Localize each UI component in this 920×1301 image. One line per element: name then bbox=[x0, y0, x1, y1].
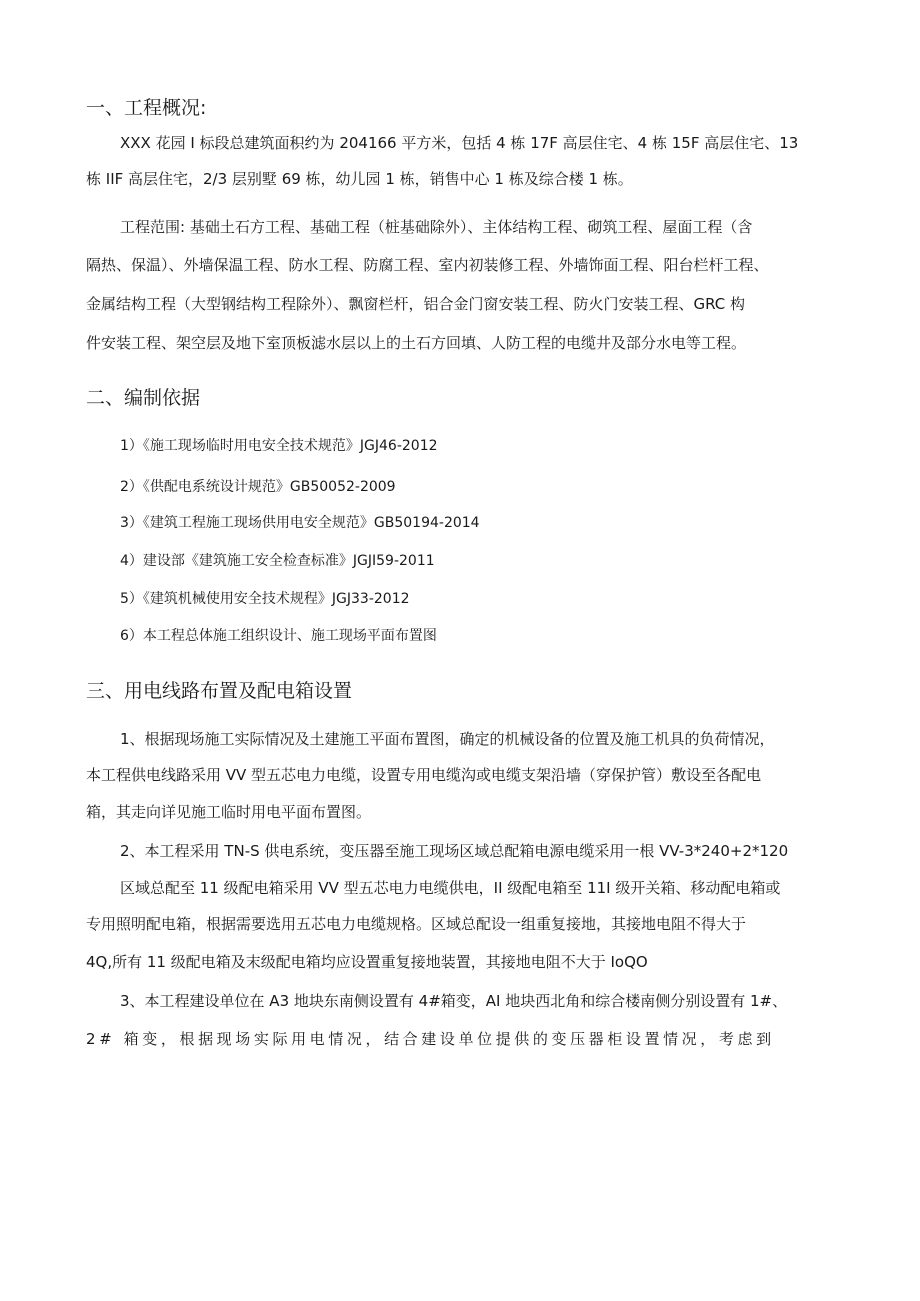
basis-item-1: 1）《施工现场临时用电安全技术规范》JGJ46-2012 bbox=[120, 438, 438, 454]
wiring-p1-line-2: 本工程供电线路采用 VV 型五芯电力电缆，设置专用电缆沟或电缆支架沿墙（穿保护管）敷设至各配电 bbox=[86, 766, 762, 784]
overview-line-1: XXX 花园 I 标段总建筑面积约为 204166 平方米，包括 4 栋 17F 高层住宅、4 栋 15F 高层住宅、13 bbox=[120, 134, 799, 152]
section-heading-wiring: 三、用电线路布置及配电箱设置 bbox=[86, 680, 353, 702]
basis-item-5: 5）《建筑机械使用安全技术规程》JGJ33-2012 bbox=[120, 591, 410, 607]
wiring-p3-line-1: 3、本工程建设单位在 A3 地块东南侧设置有 4#箱变，AI 地块西北角和综合楼南侧分别设置有 1#、 bbox=[120, 992, 788, 1010]
scope-line-1: 工程范围: 基础土石方工程、基础工程（桩基础除外）、主体结构工程、砌筑工程、屋面工程（含 bbox=[120, 218, 753, 236]
wiring-p3-line-2: 2# 箱变，根据现场实际用电情况，结合建设单位提供的变压器柜设置情况，考虑到 bbox=[86, 1030, 775, 1048]
wiring-p2-line-4: 4Q,所有 11 级配电箱及末级配电箱均应设置重复接地装置，其接地电阻不大于 IoQO bbox=[86, 953, 648, 971]
wiring-p2-line-3: 专用照明配电箱，根据需要选用五芯电力电缆规格。区域总配设一组重复接地，其接地电阻不得大于 bbox=[86, 915, 747, 933]
wiring-p2-line-1: 2、本工程采用 TN-S 供电系统，变压器至施工现场区域总配箱电源电缆采用一根 VV-3*240+2*120 bbox=[120, 842, 789, 860]
basis-item-3: 3）《建筑工程施工现场供用电安全规范》GB50194-2014 bbox=[120, 515, 480, 531]
scope-line-4: 件安装工程、架空层及地下室顶板滤水层以上的土石方回填、人防工程的电缆井及部分水电等工程。 bbox=[86, 334, 747, 352]
wiring-p1-line-1: 1、根据现场施工实际情况及土建施工平面布置图，确定的机械设备的位置及施工机具的负荷情况， bbox=[120, 730, 775, 748]
scope-line-3: 金属结构工程（大型钢结构工程除外）、飘窗栏杆，铝合金门窗安装工程、防火门安装工程、GRC 构 bbox=[86, 295, 746, 313]
wiring-p1-line-3: 箱，其走向详见施工临时用电平面布置图。 bbox=[86, 803, 372, 821]
basis-item-6: 6）本工程总体施工组织设计、施工现场平面布置图 bbox=[120, 628, 437, 644]
basis-item-4: 4）建设部《建筑施工安全检查标准》JGJI59-2011 bbox=[120, 553, 435, 569]
wiring-p2-line-2: 区域总配至 11 级配电箱采用 VV 型五芯电力电缆供电，II 级配电箱至 11I 级开关箱、移动配电箱或 bbox=[120, 879, 781, 897]
scope-line-2: 隔热、保温）、外墙保温工程、防水工程、防腐工程、室内初装修工程、外墙饰面工程、阳台栏杆工程、 bbox=[86, 256, 769, 274]
section-heading-basis: 二、编制依据 bbox=[86, 387, 201, 409]
basis-item-2: 2）《供配电系统设计规范》GB50052-2009 bbox=[120, 479, 396, 495]
overview-line-2: 栋 IIF 高层住宅，2/3 层别墅 69 栋，幼儿园 1 栋，销售中心 1 栋及综合楼 1 栋。 bbox=[86, 170, 633, 188]
section-heading-overview: 一、工程概况: bbox=[86, 97, 207, 119]
